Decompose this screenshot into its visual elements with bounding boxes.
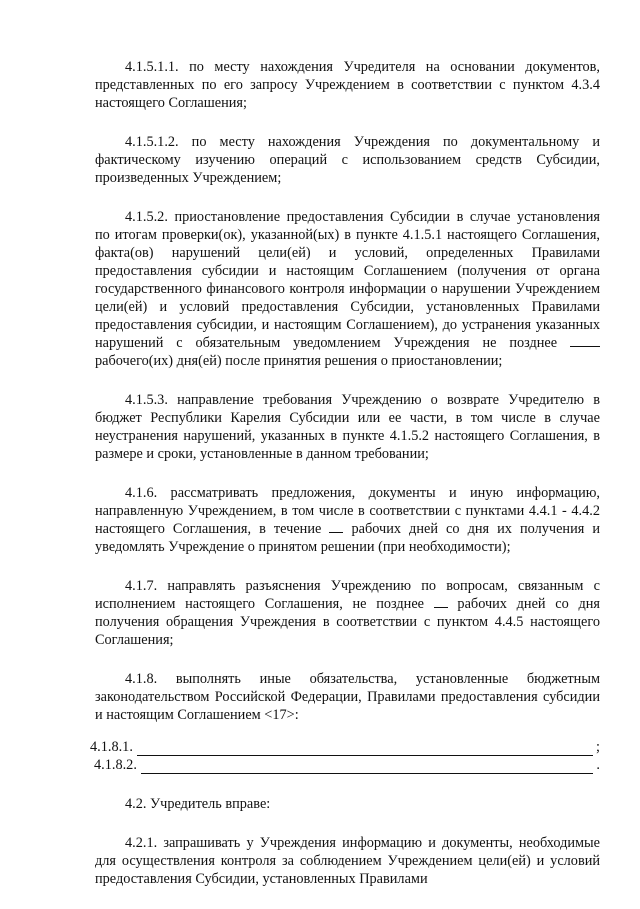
paragraph-4-1-6-text: 4.1.6. рассматривать предложения, документы и иную информацию, направленную Учреждением, в том числе в соответствии с пунктами 4.4.1 - 4.4.2 настоящего Соглашения, в течение: [95, 485, 600, 537]
blank-days-field[interactable]: [434, 595, 448, 608]
paragraph-4-2-1: 4.2.1. запрашивать у Учреждения информацию и документы, необходимые для осуществления контроля за соблюдением Учреждением цели(ей) и условий предоставления Субсидии, установленных Правилами: [95, 835, 600, 887]
paragraph-4-1-5-2-tail: рабочего(их) дня(ей) после принятия решения о приостановлении;: [95, 353, 503, 369]
paragraph-4-1-7: [95, 577, 600, 649]
paragraph-4-1-7-text: 4.1.7. направлять разъяснения Учреждению по вопросам, связанным с исполнением настоящего Соглашения, не позднее: [95, 578, 600, 612]
fill-line-end: .: [596, 757, 600, 773]
paragraph-4-1-5-3: 4.1.5.3. направление требования Учреждению о возврате Учредителю в бюджет Республики Карелия Субсидии или ее части, в том числе в случае неустранения нарушений, указанных в пункте 4.1.5.2 настоящего Соглашения, в размере и сроки, установленные в данном требовании;: [95, 392, 600, 462]
paragraph-4-1-5-2-text: 4.1.5.2. приостановление предоставления Субсидии в случае установления по итогам проверки(ок), указанной(ых) в пункте 4.1.5.1 настоящего Соглашения, факта(ов) нарушений цели(ей) и условий, определенных Правилами предоставления субсидии и настоящим Соглашением (получения от органа государственного финансового контроля информации о нарушении Учреждением цели(ей) и условий предоставления Субсидии, установленных Правилами предоставления субсидии, и настоящим Соглашением), до устранения указанных нарушений с обязательным уведомлением Учреждения не позднее: [95, 209, 600, 351]
paragraph-4-1-7-tail: рабочих дней со дня получения обращения Учреждения в соответствии с пунктом 4.4.5 настоящего Соглашения;: [95, 596, 600, 648]
paragraph-4-2: 4.2. Учредитель вправе:: [125, 796, 271, 812]
blank-days-field[interactable]: [329, 520, 343, 533]
blank-days-field[interactable]: [570, 334, 600, 347]
fill-line-4-1-8-2: [94, 756, 600, 774]
fill-line-blank[interactable]: [137, 741, 593, 756]
fill-line-number: 4.1.8.2.: [94, 757, 137, 773]
paragraph-4-1-8: 4.1.8. выполнять иные обязательства, установленные бюджетным законодательством Российской Федерации, Правилами предоставления субсидии и настоящим Соглашением <17>:: [95, 671, 600, 723]
paragraph-4-1-6: [95, 484, 600, 556]
fill-line-number: 4.1.8.1.: [90, 739, 133, 755]
fill-line-4-1-8-1: [90, 738, 600, 756]
paragraph-4-1-6-tail: рабочих дней со дня их получения и уведомлять Учреждение о принятом решении (при необходимости);: [95, 521, 600, 555]
paragraph-4-1-5-1-2: 4.1.5.1.2. по месту нахождения Учреждения по документальному и фактическому изучению операций с использованием средств Субсидии, произведенных Учреждением;: [95, 134, 600, 186]
fill-line-blank[interactable]: [141, 759, 594, 774]
document-page: [90, 58, 600, 909]
fill-line-end: ;: [596, 739, 600, 755]
paragraph-4-1-5-1-1: 4.1.5.1.1. по месту нахождения Учредителя на основании документов, представленных по его запросу Учреждением в соответствии с пунктом 4.3.4 настоящего Соглашения;: [95, 59, 600, 111]
paragraph-4-1-5-2: [95, 208, 600, 370]
